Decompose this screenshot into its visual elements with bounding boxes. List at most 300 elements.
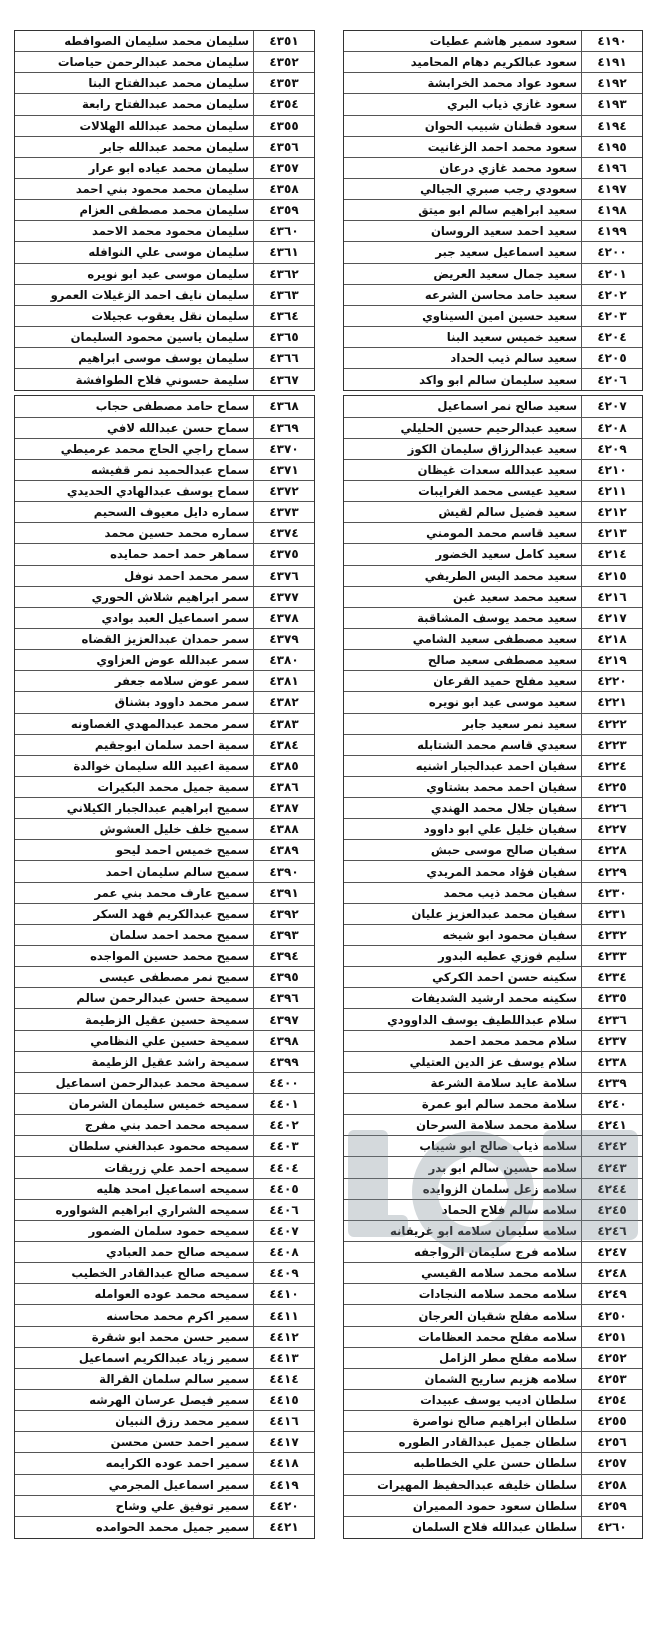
right-table-block: [343, 395, 643, 1539]
table-row: [15, 735, 314, 756]
row-number: ٤٢١٢: [581, 502, 642, 522]
person-name: سكينه محمد ارشيد الشديفات: [411, 991, 577, 1006]
row-number: ٤٢٠١: [581, 264, 642, 284]
row-number: ٤٤٢٠: [253, 1496, 314, 1516]
table-row: [15, 1369, 314, 1390]
person-name: سماهر حمد احمد حمايده: [110, 547, 249, 562]
person-name: سلامه سليمان سلامه ابو غريقانه: [389, 1223, 577, 1238]
person-name: سميح خلف خليل العشوش: [99, 822, 249, 837]
person-name: سليمان موسى عيد ابو نويره: [87, 266, 249, 281]
person-name: سليمان محمود محمد الاحمد: [92, 224, 249, 239]
table-row: [344, 158, 642, 179]
row-number: ٤٤١٤: [253, 1369, 314, 1389]
person-name: سميحه الشراري ابراهيم الشواوره: [55, 1202, 249, 1217]
table-row: [15, 1348, 314, 1369]
person-name: سميحه محمود عبدالغني سلطان: [68, 1139, 249, 1154]
person-name: سمر عبدالله عوض العزاوي: [96, 653, 249, 668]
table-row: [344, 1031, 642, 1052]
table-row: [344, 861, 642, 882]
table-row: [344, 306, 642, 327]
person-name: سلطان جميل عبدالقادر الطوره: [398, 1435, 577, 1450]
person-name: سعيد فضيل سالم لقيش: [438, 505, 577, 520]
person-name: سلامه مفلح مطر الزامل: [439, 1350, 577, 1365]
person-name: سمر محمد احمد نوفل: [124, 568, 249, 583]
person-name: سعيد موسى عيد ابو نويره: [428, 695, 577, 710]
row-number: ٤٣٧٨: [253, 608, 314, 628]
table-row: [15, 650, 314, 671]
row-number: ٤٢٣٩: [581, 1073, 642, 1093]
table-row: [15, 396, 314, 417]
row-number: ٤٣٨٩: [253, 840, 314, 860]
person-name: سليمان موسى علي النوافله: [88, 245, 249, 260]
table-row: [344, 1179, 642, 1200]
table-row: [15, 73, 314, 94]
row-number: ٤٣٩٣: [253, 925, 314, 945]
person-name: سمير احمد حسن محسن: [110, 1435, 249, 1450]
row-number: ٤٢٠٤: [581, 327, 642, 347]
person-name: سمير سالم سلمان القرالة: [99, 1371, 249, 1386]
person-name: سليمان محمد عبدالفتاح رابعة: [81, 97, 249, 112]
table-row: [15, 1094, 314, 1115]
table-row: [344, 396, 642, 417]
person-name: سليمان محمد عبدالفتاح البنا: [88, 76, 249, 91]
person-name: سميحه خميس سليمان الشرمان: [68, 1097, 249, 1112]
row-number: ٤٢٣٦: [581, 1009, 642, 1029]
row-number: ٤٤١٦: [253, 1411, 314, 1431]
row-number: ٤١٩٤: [581, 116, 642, 136]
table-row: [344, 1073, 642, 1094]
table-row: [344, 629, 642, 650]
table-row: [344, 418, 642, 439]
table-row: [344, 327, 642, 348]
person-name: سلامه محمد سلامه النجادات: [418, 1287, 577, 1302]
person-name: سماح عبدالحميد نمر قفيشه: [90, 462, 249, 477]
table-row: [344, 1475, 642, 1496]
row-number: ٤٢١٤: [581, 544, 642, 564]
table-row: [15, 200, 314, 221]
person-name: سلامة عايد سلامة الشرعة: [430, 1075, 577, 1090]
row-number: ٤٣٦٣: [253, 285, 314, 305]
table-row: [15, 1115, 314, 1136]
table-row: [344, 650, 642, 671]
row-number: ٤٢٢٩: [581, 861, 642, 881]
row-number: ٤٢٣٨: [581, 1052, 642, 1072]
row-number: ٤٣٨٣: [253, 714, 314, 734]
row-number: ٤٢٠٢: [581, 285, 642, 305]
table-row: [344, 221, 642, 242]
row-number: ٤٢٣٤: [581, 967, 642, 987]
row-number: ٤٣٥٩: [253, 200, 314, 220]
person-name: سماره محمد حسين محمد: [104, 526, 249, 541]
person-name: سعيد محمد اليس الطريفي: [424, 568, 577, 583]
table-row: [15, 777, 314, 798]
person-name: سعيد ابراهيم سالم ابو ميتق: [418, 203, 577, 218]
row-number: ٤٣٩٤: [253, 946, 314, 966]
person-name: سلطان حسن علي الخطاطبه: [413, 1456, 577, 1471]
person-name: سليم فوزي عطيه البدور: [438, 949, 577, 964]
row-number: ٤٢٤٥: [581, 1200, 642, 1220]
table-row: [15, 179, 314, 200]
table-row: [344, 1221, 642, 1242]
person-name: سليمان نقل يعقوب عجيلات: [91, 308, 249, 323]
person-name: سليمان محمد عبدالله جابر: [100, 139, 249, 154]
person-name: سليمان يوسف موسى ابراهيم: [78, 351, 249, 366]
table-row: [15, 221, 314, 242]
table-row: [344, 52, 642, 73]
row-number: ٤٤١١: [253, 1305, 314, 1325]
table-row: [15, 798, 314, 819]
table-row: [344, 735, 642, 756]
person-name: سمير جميل محمد الحوامده: [95, 1520, 249, 1535]
row-number: ٤٣٩٧: [253, 1009, 314, 1029]
table-row: [15, 1475, 314, 1496]
table-row: [15, 692, 314, 713]
row-number: ٤٢٦٠: [581, 1517, 642, 1538]
table-row: [15, 587, 314, 608]
person-name: سميحة محمد عبدالرحمن اسماعيل: [55, 1075, 249, 1090]
person-name: سعيد نمر سعيد جابر: [462, 716, 577, 731]
table-row: [15, 946, 314, 967]
row-number: ٤٢٣٣: [581, 946, 642, 966]
table-row: [344, 714, 642, 735]
row-number: ٤٣٥١: [253, 31, 314, 51]
table-row: [344, 1242, 642, 1263]
person-name: سلامه مفلح شقيان العرجان: [418, 1308, 577, 1323]
table-row: [15, 1432, 314, 1453]
row-number: ٤٢٢٣: [581, 735, 642, 755]
table-row: [15, 1073, 314, 1094]
table-row: [15, 1263, 314, 1284]
row-number: ٤٢٢٤: [581, 756, 642, 776]
row-number: ٤٢٤٨: [581, 1263, 642, 1283]
row-number: ٤٣٦٧: [253, 369, 314, 390]
row-number: ٤٣٩٢: [253, 904, 314, 924]
person-name: سعيد مصطفى سعيد صالح: [427, 653, 577, 668]
table-row: [344, 1009, 642, 1030]
person-name: سمير محمد رزق النبيان: [115, 1414, 249, 1429]
row-number: ٤١٩٨: [581, 200, 642, 220]
row-number: ٤٢٠٩: [581, 439, 642, 459]
row-number: ٤٤١٣: [253, 1348, 314, 1368]
row-number: ٤٢١١: [581, 481, 642, 501]
table-row: [15, 460, 314, 481]
row-number: ٤٢٤٦: [581, 1221, 642, 1241]
person-name: سمر محمد داوود بشناق: [114, 695, 249, 710]
person-name: سمر ابراهيم شلاش الحوري: [91, 589, 249, 604]
table-row: [344, 523, 642, 544]
person-name: سعودي رجب صبري الجبالي: [420, 182, 577, 197]
row-number: ٤٣٥٢: [253, 52, 314, 72]
row-number: ٤٣٧٩: [253, 629, 314, 649]
table-row: [15, 861, 314, 882]
row-number: ٤٤٠٩: [253, 1263, 314, 1283]
person-name: سعيد كامل سعيد الخضور: [435, 547, 577, 562]
table-row: [344, 1052, 642, 1073]
table-row: [344, 116, 642, 137]
table-row: [344, 1200, 642, 1221]
row-number: ٤٤١٢: [253, 1327, 314, 1347]
person-name: سلطان اديب يوسف عبيدات: [420, 1393, 577, 1408]
row-number: ٤٢٤٤: [581, 1179, 642, 1199]
table-row: [15, 1242, 314, 1263]
table-row: [15, 671, 314, 692]
person-name: سميحه محمد عوده العوامله: [94, 1287, 249, 1302]
person-name: سعيد صالح نمر اسماعيل: [437, 399, 577, 414]
person-name: سعيد عبدالرزاق سليمان الكوز: [407, 441, 577, 456]
row-number: ٤٢١٥: [581, 566, 642, 586]
row-number: ٤٣٦٨: [253, 396, 314, 416]
row-number: ٤٣٧٠: [253, 439, 314, 459]
person-name: سعيد عبدالله سعدات غيظان: [417, 462, 577, 477]
table-row: [344, 544, 642, 565]
row-number: ٤٢٠٨: [581, 418, 642, 438]
row-number: ٤٤١٠: [253, 1284, 314, 1304]
person-name: سفيان خليل علي ابو داوود: [423, 822, 577, 837]
person-name: سمير فيصل عرسان الهرشه: [89, 1393, 249, 1408]
row-number: ٤٢٥٠: [581, 1305, 642, 1325]
table-row: [15, 608, 314, 629]
person-name: سعود عواد محمد الخرابشة: [427, 76, 577, 91]
person-name: سميح سالم سليمان احمد: [105, 864, 249, 879]
row-number: ٤٢٢٦: [581, 798, 642, 818]
table-row: [344, 481, 642, 502]
row-number: ٤٢٢٨: [581, 840, 642, 860]
table-row: [344, 31, 642, 52]
row-number: ٤١٩٦: [581, 158, 642, 178]
person-name: سماح حسن عبدالله لافي: [107, 420, 249, 435]
table-row: [344, 200, 642, 221]
row-number: ٤١٩٧: [581, 179, 642, 199]
person-name: سليمان محمد مصطفى العزام: [79, 203, 249, 218]
row-number: ٤٢٤٢: [581, 1136, 642, 1156]
person-name: سلامه محمد سلامه القيسي: [421, 1266, 577, 1281]
row-number: ٤٢٥٨: [581, 1475, 642, 1495]
person-name: سعود عبالكريم دهام المحاميد: [410, 55, 577, 70]
row-number: ٤٣٥٧: [253, 158, 314, 178]
table-row: [15, 1305, 314, 1326]
person-name: سميحه احمد علي زريقات: [104, 1160, 249, 1175]
row-number: ٤٣٥٥: [253, 116, 314, 136]
row-number: ٤٤٠٦: [253, 1200, 314, 1220]
person-name: سمية اعبيد الله سليمان خوالدة: [73, 758, 249, 773]
table-row: [344, 137, 642, 158]
table-row: [344, 1432, 642, 1453]
table-row: [344, 798, 642, 819]
person-name: سعيد سالم ذيب الحداد: [450, 351, 577, 366]
table-row: [15, 1052, 314, 1073]
table-row: [344, 608, 642, 629]
table-row: [15, 1200, 314, 1221]
row-number: ٤١٩٠: [581, 31, 642, 51]
person-name: سليمان نايف احمد الزغيلات العمرو: [50, 287, 249, 302]
person-name: سفيان صالح موسى حبش: [430, 843, 577, 858]
row-number: ٤٢٥٢: [581, 1348, 642, 1368]
table-row: [15, 369, 314, 390]
person-name: سميحه محمد احمد بني مفرج: [84, 1118, 249, 1133]
table-row: [15, 1221, 314, 1242]
person-name: سعيد حسين امين السيناوي: [422, 308, 577, 323]
person-name: سميح خميس احمد ليحو: [115, 843, 249, 858]
row-number: ٤٢٥٤: [581, 1390, 642, 1410]
person-name: سفيان احمد محمد بشتاوي: [426, 779, 577, 794]
table-row: [344, 777, 642, 798]
row-number: ٤٢١٨: [581, 629, 642, 649]
table-row: [15, 158, 314, 179]
table-row: [15, 544, 314, 565]
table-row: [15, 714, 314, 735]
row-number: ٤٣٥٦: [253, 137, 314, 157]
row-number: ٤٢١٣: [581, 523, 642, 543]
person-name: سليمة حسوني فلاح الطوافشة: [75, 372, 249, 387]
table-row: [344, 925, 642, 946]
table-row: [15, 566, 314, 587]
row-number: ٤٤١٨: [253, 1453, 314, 1473]
person-name: سفيان جلال محمد الهندي: [430, 801, 577, 816]
person-name: سماره دايل معيوف السحيم: [93, 505, 249, 520]
person-name: سعيد قاسم محمد المومني: [426, 526, 577, 541]
person-name: سمير توفيق علي وشاح: [115, 1498, 249, 1513]
row-number: ٤٣٩٥: [253, 967, 314, 987]
table-row: [15, 883, 314, 904]
person-name: سعيد اسماعيل سعيد جبر: [435, 245, 577, 260]
person-name: سعيد سليمان سالم ابو واكد: [419, 372, 577, 387]
row-number: ٤٣٦٤: [253, 306, 314, 326]
table-row: [344, 566, 642, 587]
table-row: [15, 31, 314, 52]
table-row: [344, 1327, 642, 1348]
table-row: [344, 285, 642, 306]
row-number: ٤٣٨٦: [253, 777, 314, 797]
row-number: ٤٤٢١: [253, 1517, 314, 1538]
table-row: [15, 840, 314, 861]
person-name: سكينه حسن احمد الكركي: [432, 970, 577, 985]
table-row: [15, 327, 314, 348]
table-row: [344, 1284, 642, 1305]
table-row: [15, 1390, 314, 1411]
row-number: ٤٣٧١: [253, 460, 314, 480]
row-number: ٤٢١٧: [581, 608, 642, 628]
row-number: ٤٢٣٥: [581, 988, 642, 1008]
person-name: سلامه هزيم ساريح الشمان: [424, 1371, 577, 1386]
row-number: ٤٢٤٣: [581, 1157, 642, 1177]
person-name: سمر عوض سلامه جعفر: [114, 674, 249, 689]
row-number: ٤٢٠٦: [581, 369, 642, 390]
row-number: ٤٣٨٧: [253, 798, 314, 818]
table-row: [344, 587, 642, 608]
person-name: سليمان محمد عبدالله الهلالات: [79, 118, 249, 133]
person-name: سميحة حسين عقيل الزطيمة: [84, 1012, 249, 1027]
person-name: سليمان محمد سليمان الصوافطه: [64, 34, 249, 49]
row-number: ٤٤١٥: [253, 1390, 314, 1410]
row-number: ٤٣٨٨: [253, 819, 314, 839]
person-name: سعيد خميس سعيد البنا: [446, 330, 577, 345]
table-row: [15, 502, 314, 523]
row-number: ٤٢٠٧: [581, 396, 642, 416]
row-number: ٤٢١٩: [581, 650, 642, 670]
row-number: ٤٣٨٤: [253, 735, 314, 755]
row-number: ٤٣٦٩: [253, 418, 314, 438]
row-number: ٤٢٢١: [581, 692, 642, 712]
row-number: ٤٢٢٥: [581, 777, 642, 797]
table-row: [344, 671, 642, 692]
person-name: سعود غازي ذياب البري: [446, 97, 577, 112]
person-name: سماح يوسف عبدالهادي الحديدي: [66, 484, 249, 499]
table-row: [344, 1369, 642, 1390]
person-name: سمير اسماعيل المجرمي: [108, 1477, 249, 1492]
row-number: ٤٢٥٧: [581, 1453, 642, 1473]
row-number: ٤٣٩٠: [253, 861, 314, 881]
table-row: [15, 264, 314, 285]
table-row: [15, 1009, 314, 1030]
row-number: ٤٤٠٠: [253, 1073, 314, 1093]
row-number: ٤٣٦٦: [253, 348, 314, 368]
person-name: سمير اكرم محمد محاسنه: [106, 1308, 249, 1323]
table-row: [344, 1263, 642, 1284]
person-name: سعيد جمال سعيد العريض: [433, 266, 577, 281]
row-number: ٤٤١٧: [253, 1432, 314, 1452]
row-number: ٤٣٩٩: [253, 1052, 314, 1072]
row-number: ٤٢١٦: [581, 587, 642, 607]
table-row: [15, 1031, 314, 1052]
table-row: [15, 439, 314, 460]
person-name: سفيان محمود ابو شيخه: [442, 927, 577, 942]
row-number: ٤١٩٥: [581, 137, 642, 157]
table-row: [344, 1496, 642, 1517]
person-name: سميحه صالح حمد العبادي: [105, 1245, 249, 1260]
row-number: ٤٢٠٥: [581, 348, 642, 368]
row-number: ٤١٩١: [581, 52, 642, 72]
row-number: ٤١٩٩: [581, 221, 642, 241]
person-name: سلامه سالم فلاح الحماد: [441, 1202, 577, 1217]
person-name: سعيد محمد يوسف المشاقبة: [417, 610, 577, 625]
table-row: [344, 988, 642, 1009]
person-name: سعود محمد غازي درعان: [439, 160, 577, 175]
row-number: ٤٤٠٢: [253, 1115, 314, 1135]
row-number: ٤٤٠٧: [253, 1221, 314, 1241]
table-row: [344, 179, 642, 200]
row-number: ٤٢٤١: [581, 1115, 642, 1135]
person-name: سعود قطنان شبيب الحوان: [424, 118, 577, 133]
person-name: سميح عارف محمد بني عمر: [94, 885, 249, 900]
left-table-block: [14, 30, 315, 391]
row-number: ٤٤٠٥: [253, 1179, 314, 1199]
table-row: [15, 925, 314, 946]
person-name: سلطان عبدالله فلاح السلمان: [412, 1520, 577, 1535]
table-row: [15, 819, 314, 840]
row-number: ٤٢٣٧: [581, 1031, 642, 1051]
table-row: [344, 1115, 642, 1136]
table-row: [15, 116, 314, 137]
row-number: ٤٤٠١: [253, 1094, 314, 1114]
table-row: [15, 306, 314, 327]
table-row: [344, 1390, 642, 1411]
person-name: سعود محمد احمد الزغانيت: [427, 139, 577, 154]
row-number: ٤٤٠٣: [253, 1136, 314, 1156]
row-number: ٤٣٧٧: [253, 587, 314, 607]
table-row: [344, 348, 642, 369]
person-name: سميحة راشد عقيل الزطيمة: [91, 1054, 249, 1069]
person-name: سمير حسن محمد ابو شقرة: [91, 1329, 249, 1344]
person-name: سلامه ذياب صالح ابو شيباب: [419, 1139, 577, 1154]
person-name: سلطان سعود حمود المميران: [413, 1498, 577, 1513]
person-name: سميحه حمود سلمان الضمور: [88, 1223, 249, 1238]
table-row: [15, 1284, 314, 1305]
row-number: ٤٤٠٤: [253, 1157, 314, 1177]
row-number: ٤٣٨١: [253, 671, 314, 691]
row-number: ٤٣٥٤: [253, 94, 314, 114]
person-name: سعيد محمد سعيد غبن: [453, 589, 577, 604]
person-name: سعيد مفلح حميد القرعان: [433, 674, 577, 689]
